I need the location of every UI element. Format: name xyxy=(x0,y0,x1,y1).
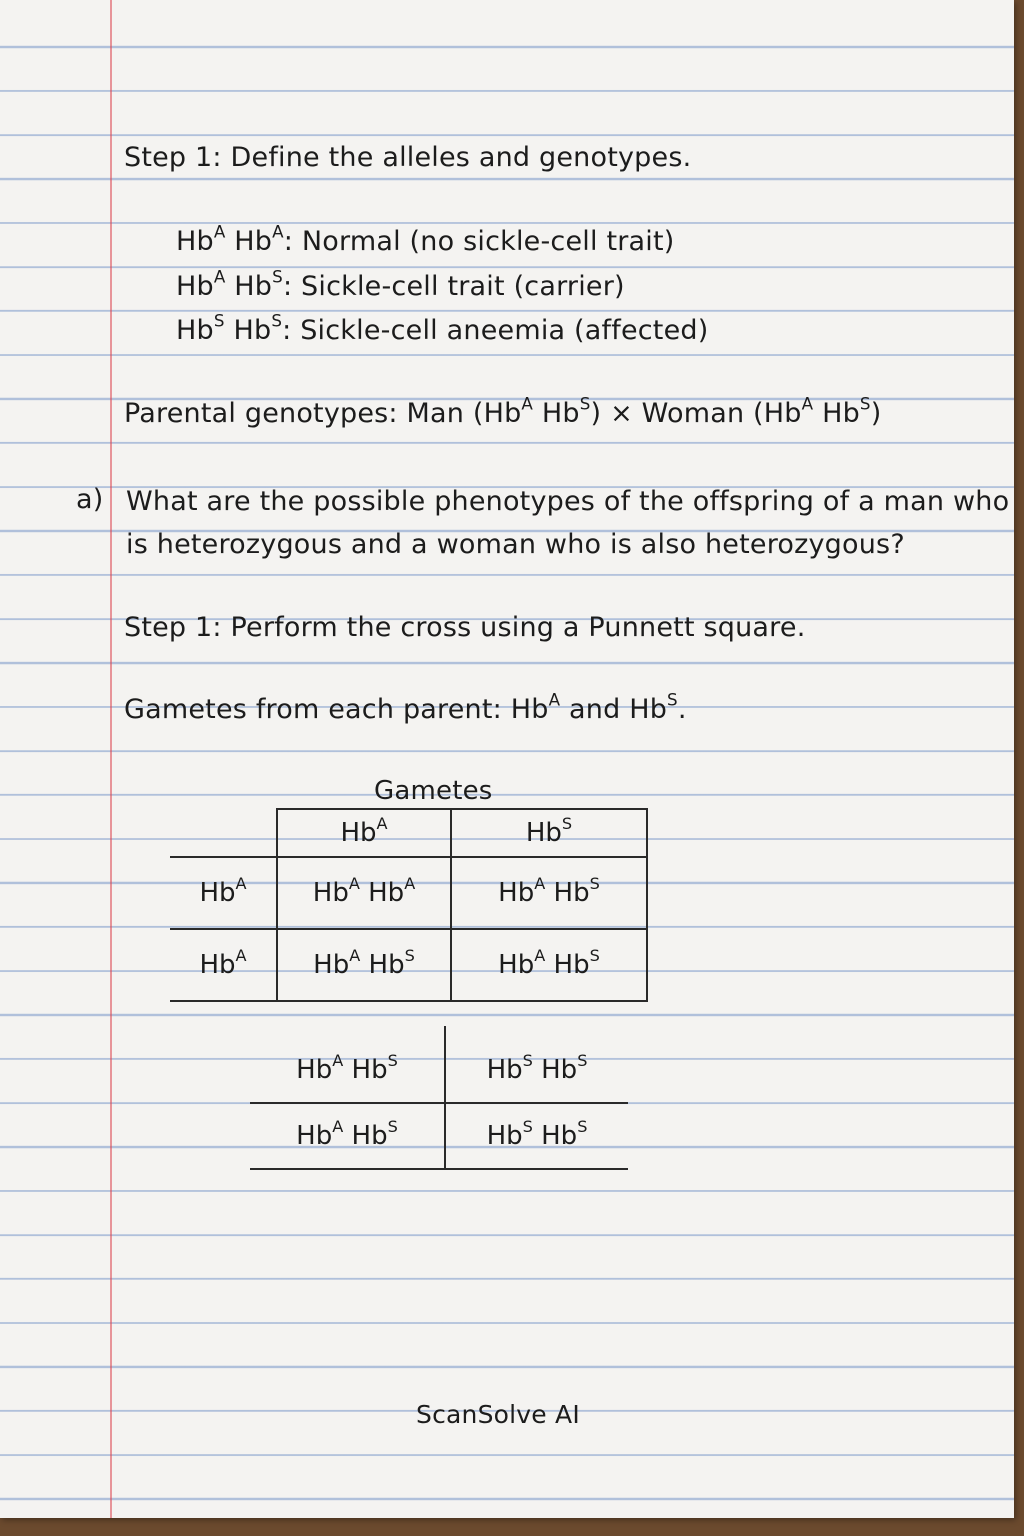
punnett-col-header: $Hb^S$ xyxy=(451,809,647,857)
punnett-cell: $Hb^A$ $Hb^S$ xyxy=(451,857,647,929)
punnett-cell: $Hb^A$ $Hb^A$ xyxy=(277,857,451,929)
punnett-square xyxy=(170,808,648,1002)
question-line-2: is heterozygous and a woman who is also heterozygous? xyxy=(126,529,905,560)
genotype-line-2: $Hb^A$ $Hb^S$: Sickle-cell trait (carrier) xyxy=(176,266,625,302)
margin-line xyxy=(110,0,112,1518)
offspring-cell: $Hb^S$ $Hb^S$ xyxy=(445,1026,628,1103)
footer-brand: ScanSolve AI xyxy=(416,1400,580,1429)
gametes-label: Gametes xyxy=(374,776,493,806)
genotype-line-1: $Hb^A$ $Hb^A$: Normal (no sickle-cell trait) xyxy=(176,221,675,257)
question-marker: a) xyxy=(76,484,104,515)
step1-punnett-heading: Step 1: Perform the cross using a Punnett square. xyxy=(124,612,806,643)
punnett-cell: $Hb^A$ $Hb^S$ xyxy=(277,929,451,1001)
punnett-corner xyxy=(170,809,277,857)
genotype-line-3: $Hb^S$ $Hb^S$: Sickle-cell aneemia (affected) xyxy=(176,310,709,346)
gametes-line: Gametes from each parent: $Hb^A$ and $Hb^S$. xyxy=(124,689,687,725)
parental-genotypes: Parental genotypes: Man ($Hb^A$ $Hb^S$) × Woman ($Hb^A$ $Hb^S$) xyxy=(124,393,882,429)
punnett-cell: $Hb^A$ $Hb^S$ xyxy=(451,929,647,1001)
offspring-cell: $Hb^A$ $Hb^S$ xyxy=(250,1026,445,1103)
offspring-cell: $Hb^S$ $Hb^S$ xyxy=(445,1103,628,1169)
punnett-row-header: $Hb^A$ xyxy=(170,929,277,1001)
offspring-cell: $Hb^A$ $Hb^S$ xyxy=(250,1103,445,1169)
punnett-row-header: $Hb^A$ xyxy=(170,857,277,929)
question-line-1: What are the possible phenotypes of the offspring of a man who xyxy=(126,486,1010,517)
offspring-grid xyxy=(250,1026,628,1170)
step1-heading: Step 1: Define the alleles and genotypes. xyxy=(124,142,692,173)
punnett-col-header: $Hb^A$ xyxy=(277,809,451,857)
